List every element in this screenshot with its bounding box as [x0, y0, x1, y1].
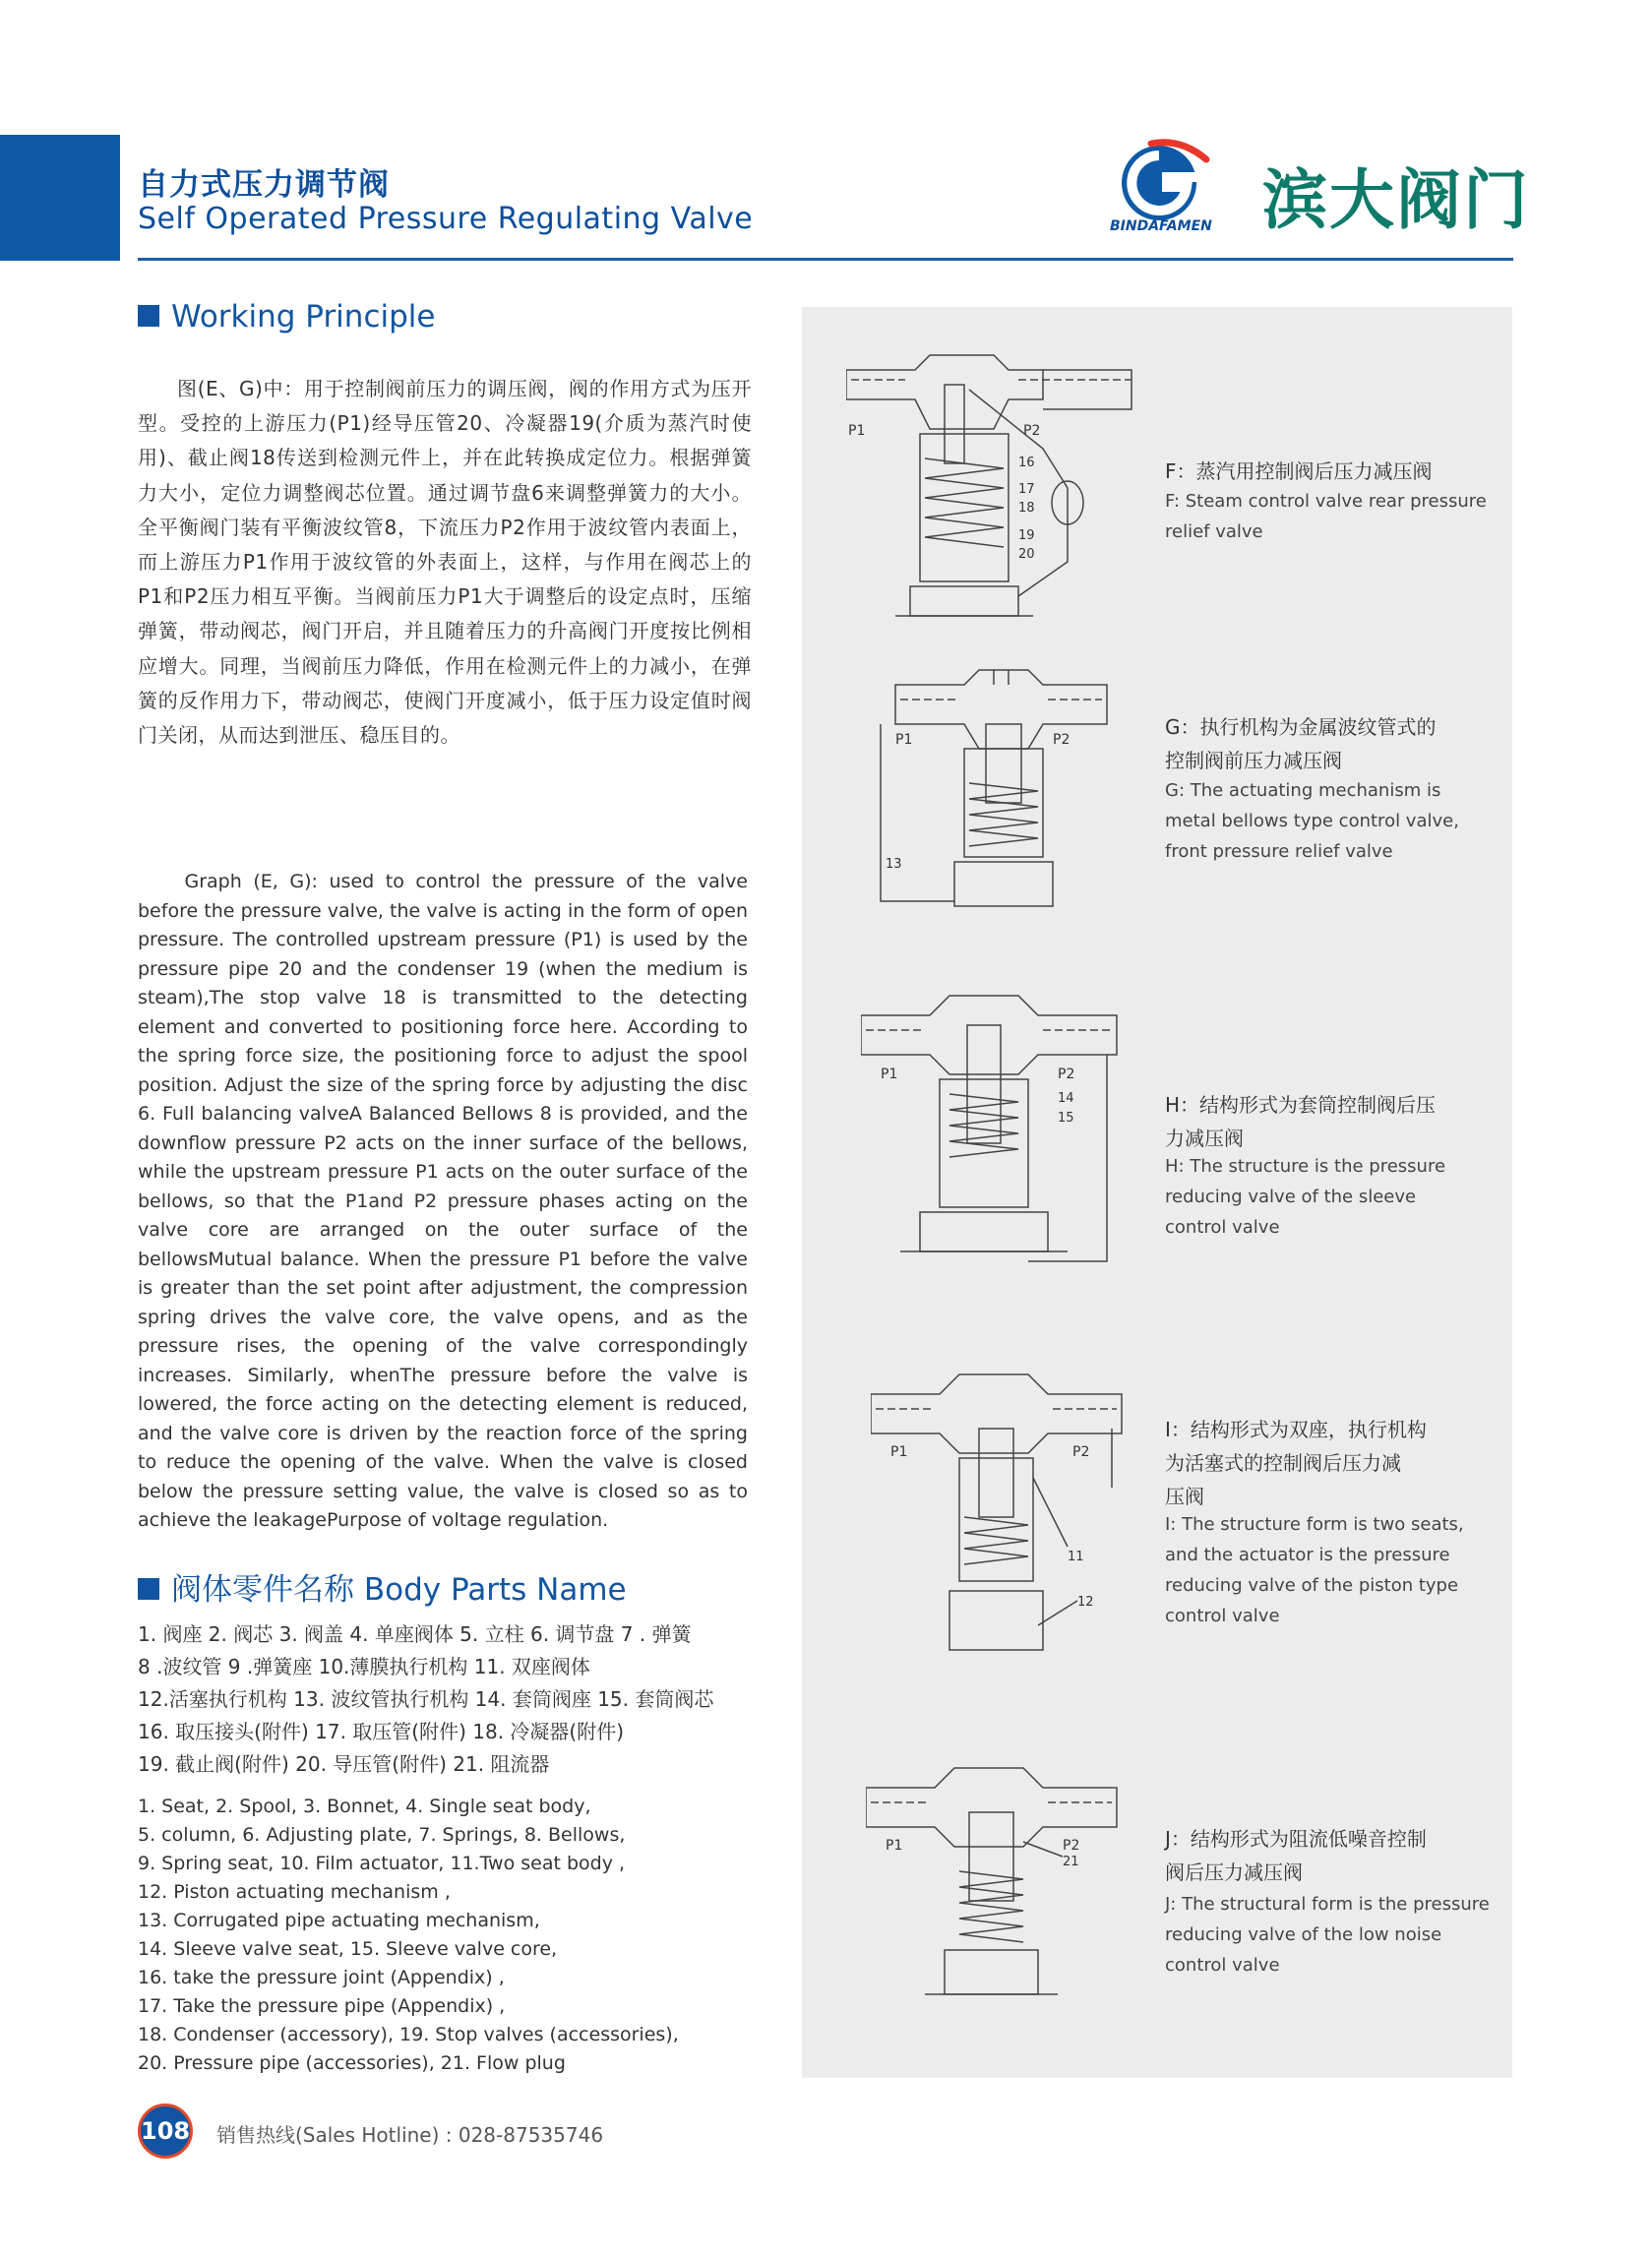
- body-parts-en-list: [138, 1793, 767, 2078]
- sales-hotline: 销售热线(Sales Hotline) : 028-87535746: [216, 2123, 604, 2147]
- body-parts-cn-list: [138, 1618, 767, 1781]
- parts-cn-line: 16. 取压接头(附件) 17. 取压管(附件) 18. 冷凝器(附件): [138, 1720, 625, 1743]
- p2-label: P2: [1063, 1838, 1080, 1854]
- page-title-en: Self Operated Pressure Regulating Valve: [138, 202, 754, 236]
- page-title-cn: 自力式压力调节阀: [138, 167, 390, 203]
- part-number: 13: [886, 857, 902, 872]
- brand-name: 滨大阀门: [1262, 162, 1530, 238]
- parts-cn-line: 1. 阀座 2. 阀芯 3. 阀盖 4. 单座阀体 5. 立柱 6. 调节盘 7 . 弹簧: [138, 1622, 692, 1646]
- caption-en-f: F: Steam control valve rear pressure relief valve: [1165, 491, 1487, 542]
- part-number: 11: [1068, 1550, 1084, 1564]
- parts-en-line: 20. Pressure pipe (accessories), 21. Flow plug: [138, 2052, 566, 2074]
- company-logo-icon: [1112, 138, 1220, 231]
- parts-cn-line: 8 .波纹管 9 .弹簧座 10.薄膜执行机构 11. 双座阀体: [138, 1655, 590, 1678]
- part-number: 12: [1077, 1595, 1094, 1610]
- part-number: 20: [1018, 547, 1035, 562]
- heading-bullet-icon: [138, 1578, 159, 1600]
- parts-en-line: 1. Seat, 2. Spool, 3. Bonnet, 4. Single seat body,: [138, 1796, 591, 1817]
- p1-label: P1: [886, 1838, 903, 1854]
- part-number: 19: [1018, 528, 1035, 543]
- page-number-badge: 108: [138, 2104, 193, 2159]
- header-divider: [138, 258, 1513, 261]
- header-color-block: [0, 135, 120, 261]
- valve-diagram-f: [846, 350, 1141, 645]
- parts-en-line: 16. take the pressure joint (Appendix) ,: [138, 1967, 505, 1988]
- parts-cn-line: 12.活塞执行机构 13. 波纹管执行机构 14. 套筒阀座 15. 套筒阀芯: [138, 1687, 714, 1711]
- parts-en-line: 18. Condenser (accessory), 19. Stop valves (accessories),: [138, 2024, 679, 2045]
- parts-en-line: 12. Piston actuating mechanism ,: [138, 1881, 451, 1903]
- parts-cn-line: 19. 截止阀(附件) 20. 导压管(附件) 21. 阻流器: [138, 1752, 550, 1776]
- parts-en-line: 9. Spring seat, 10. Film actuator, 11.Two seat body ,: [138, 1853, 626, 1874]
- part-number: 14: [1058, 1091, 1074, 1106]
- valve-diagram-j: [866, 1763, 1151, 2019]
- caption-en-i: I: The structure form is two seats, and the actuator is the pressure reducing valve of the piston type control valve: [1165, 1514, 1464, 1626]
- p2-label: P2: [1072, 1444, 1090, 1460]
- diagram-panel: [802, 307, 1512, 2078]
- caption-cn-f: F：蒸汽用控制阀后压力减压阀: [1165, 459, 1433, 483]
- working-principle-cn: 图(E、G)中：用于控制阀前压力的调压阀，阀的作用方式为压开型。受控的上游压力(P1)经导压管20、冷凝器19(介质为蒸汽时使用)、截止阀18传送到检测元件上，并在此转换成定位力。根据弹簧力大小，定位力调整阀芯位置。通过调节盘6来调整弹簧力的大小。全平衡阀门装有平衡波纹管8，下流压力P2作用于波纹管内表面上，而上游压力P1作用于波纹管的外表面上，这样，与作用在阀芯上的P1和P2压力相互平衡。当阀前压力P1大于调整后的设定点时，压缩弹簧，带动阀芯，阀门开启，并且随着压力的升高阀门开度按比例相应增大。同理，当阀前压力降低，作用在检测元件上的力减小，在弹簧的反作用力下，带动阀芯，使阀门开度减小，低于压力设定值时阀门关闭，从而达到泄压、稳压目的。: [138, 377, 752, 748]
- p2-label: P2: [1058, 1067, 1075, 1082]
- caption-cn-i: I：结构形式为双座，执行机构 为活塞式的控制阀后压力减 压阀: [1165, 1418, 1427, 1508]
- part-number: 21: [1063, 1855, 1079, 1869]
- part-number: 16: [1018, 456, 1035, 470]
- caption-en-h: H: The structure is the pressure reducing valve of the sleeve control valve: [1165, 1156, 1446, 1238]
- p1-label: P1: [895, 732, 913, 748]
- working-principle-heading: Working Principle: [138, 299, 435, 335]
- body-parts-heading: 阀体零件名称 Body Parts Name: [138, 1564, 627, 1609]
- caption-en-g: G: The actuating mechanism is metal bellows type control valve, front pressure relief valve: [1165, 780, 1459, 862]
- caption-cn-h: H：结构形式为套筒控制阀后压 力减压阀: [1165, 1093, 1437, 1150]
- valve-diagram-h: [861, 986, 1156, 1281]
- p1-label: P1: [848, 423, 866, 439]
- parts-en-line: 13. Corrugated pipe actuating mechanism,: [138, 1910, 540, 1931]
- caption-cn-g: G：执行机构为金属波纹管式的 控制阀前压力减压阀: [1165, 715, 1437, 772]
- parts-en-line: 17. Take the pressure pipe (Appendix) ,: [138, 1995, 506, 2017]
- p2-label: P2: [1023, 423, 1041, 439]
- logo-text: BINDAFAMEN: [1110, 218, 1212, 234]
- heading-bullet-icon: [138, 305, 159, 327]
- caption-cn-j: J：结构形式为阻流低噪音控制 阀后压力减压阀: [1165, 1827, 1427, 1884]
- caption-en-j: J: The structural form is the pressure reducing valve of the low noise control valve: [1165, 1894, 1490, 1976]
- parts-en-line: 14. Sleeve valve seat, 15. Sleeve valve core,: [138, 1938, 558, 1960]
- p1-label: P1: [881, 1067, 898, 1082]
- valve-diagram-i: [871, 1370, 1156, 1665]
- valve-diagram-g: [866, 665, 1151, 926]
- part-number: 17: [1018, 482, 1035, 497]
- part-number: 18: [1018, 501, 1035, 516]
- parts-en-line: 5. column, 6. Adjusting plate, 7. Springs, 8. Bellows,: [138, 1824, 626, 1846]
- p2-label: P2: [1053, 732, 1071, 748]
- p1-label: P1: [890, 1444, 908, 1460]
- working-principle-en: Graph (E, G): used to control the pressure of the valve before the pressure valve, the valve is acting in the form of open pressure. The controlled upstream pressure (P1) is used by the pressure pipe 20 and the condenser 19 (when the medium is steam),The stop valve 18 is transmitted to the detecting element and converted to positioning force here. According to the spring force size, the positioning force to adjust the spool position. Adjust the size of the spring force by adjusting the disc 6. Full balancing valveA Balanced Bellows 8 is provided, and the downflow pressure P2 acts on the inner surface of the bellows, while the upstream pressure P1 acts on the outer surface of the bellows, so that the P1and P2 pressure phases acting on the valve core are arranged on the outer surface of the bellowsMutual balance. When the pressure P1 before the valve is greater than the set point after adjustment, the compression spring drives the valve core, the valve opens, and as the pressure rises, the opening of the valve correspondingly increases. Similarly, whenThe pressure before the valve is lowered, the force acting on the detecting element is reduced, and the valve core is driven by the reaction force of the spring to reduce the opening of the valve. When the valve is closed below the pressure setting value, the valve is closed so as to achieve the leakagePurpose of voltage regulation.: [138, 871, 748, 1531]
- part-number: 15: [1058, 1111, 1074, 1126]
